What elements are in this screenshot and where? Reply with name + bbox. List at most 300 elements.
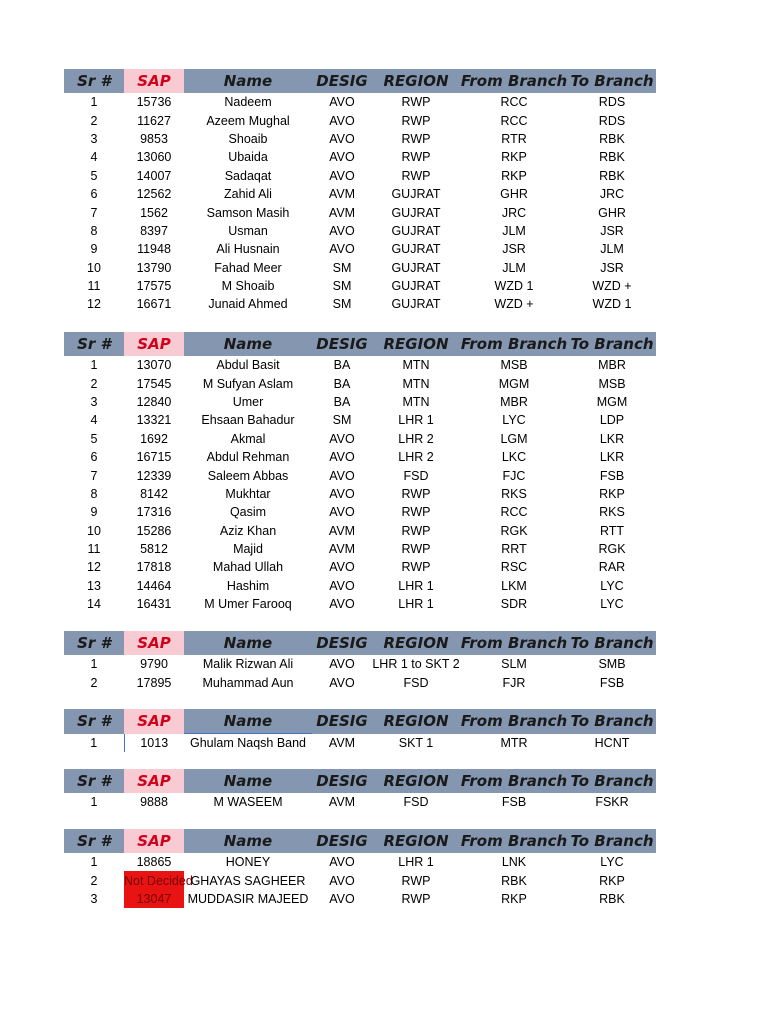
table-row <box>64 466 656 484</box>
cell-region: LHR 1 <box>398 578 434 593</box>
cell-name: Mahad Ullah <box>212 560 284 575</box>
cell-region: RWP <box>401 505 431 520</box>
cell-from: RCC <box>500 95 528 110</box>
cell-name: Abdul Rehman <box>206 450 290 465</box>
cell-sr: 11 <box>87 279 101 294</box>
cell-region: LHR 1 to SKT 2 <box>372 657 460 672</box>
column-header-region: REGION <box>372 631 460 655</box>
cell-from: RTR <box>501 131 527 146</box>
cell-sr: 1 <box>90 735 98 750</box>
cell-sap: 14464 <box>136 578 172 593</box>
cell-name: Shoaib <box>228 131 268 146</box>
cell-desig: AVM <box>328 205 356 220</box>
table-row <box>64 393 656 411</box>
cell-to: RDS <box>598 113 626 128</box>
cell-sap: 16671 <box>136 297 172 312</box>
cell-name: Ehsaan Bahadur <box>201 413 295 428</box>
cell-sap: 1692 <box>140 431 168 446</box>
cell-desig: AVO <box>329 578 355 593</box>
cell-from: LNK <box>501 855 527 870</box>
cell-sr: 2 <box>90 675 98 690</box>
cell-sr: 3 <box>90 131 98 146</box>
column-header-name: Name <box>184 69 312 93</box>
cell-to: RAR <box>598 560 626 575</box>
cell-desig: AVO <box>329 873 355 888</box>
table-row <box>64 595 656 613</box>
cell-desig: AVM <box>328 542 356 557</box>
cell-name: MUDDASIR MAJEED <box>187 891 309 906</box>
cell-to: LYC <box>600 597 624 612</box>
cell-region: LHR 2 <box>398 431 434 446</box>
table-row <box>64 673 656 691</box>
cell-to: LYC <box>600 855 624 870</box>
cell-from: MSB <box>500 358 528 373</box>
cell-name: Muhammad Aun <box>202 675 294 690</box>
cell-from: JLM <box>502 260 526 275</box>
column-header-to: To Branch <box>568 709 656 734</box>
cell-region: FSD <box>403 675 429 690</box>
cell-region: RWP <box>401 168 431 183</box>
cell-sr: 3 <box>90 891 98 906</box>
cell-name: Ali Husnain <box>216 242 280 257</box>
cell-from: MTR <box>500 735 528 750</box>
cell-sr: 9 <box>90 242 98 257</box>
cell-sap: 13047 <box>124 890 184 908</box>
table-row <box>64 430 656 448</box>
cell-from: JSR <box>502 242 526 257</box>
cell-sr: 1 <box>90 657 98 672</box>
cell-sap: Not Decided <box>124 871 184 889</box>
cell-to: FSB <box>599 468 625 483</box>
table-row <box>64 503 656 521</box>
cell-to: GHR <box>598 205 626 220</box>
cell-sap: 17545 <box>136 376 172 391</box>
cell-name: Samson Masih <box>206 205 290 220</box>
cell-to: FSB <box>599 675 625 690</box>
cell-from: WZD 1 <box>494 279 534 294</box>
table-row <box>64 148 656 166</box>
cell-sr: 2 <box>90 113 98 128</box>
cell-sr: 10 <box>87 260 101 275</box>
table-row <box>64 890 656 908</box>
column-header-region: REGION <box>372 769 460 793</box>
cell-desig: AVO <box>329 855 355 870</box>
cell-to: WZD + <box>592 279 632 294</box>
cell-desig: BA <box>333 358 351 373</box>
cell-desig: BA <box>333 394 351 409</box>
cell-sap: 17575 <box>136 279 172 294</box>
cell-region: MTN <box>402 394 430 409</box>
column-header-desig: DESIG <box>312 769 372 793</box>
cell-region: MTN <box>402 376 430 391</box>
cell-to: MBR <box>598 358 626 373</box>
cell-desig: BA <box>333 376 351 391</box>
column-header-desig: DESIG <box>312 631 372 655</box>
cell-desig: AVO <box>329 468 355 483</box>
transfer-table <box>64 631 656 692</box>
table-row <box>64 295 656 313</box>
cell-from: GHR <box>500 187 528 202</box>
column-header-sr: Sr # <box>64 829 124 853</box>
cell-sap: 13790 <box>136 260 172 275</box>
cell-desig: AVO <box>329 168 355 183</box>
cell-name: Azeem Mughal <box>206 113 290 128</box>
cell-sap: 13060 <box>136 150 172 165</box>
cell-to: MSB <box>598 376 626 391</box>
cell-sr: 4 <box>90 413 98 428</box>
cell-desig: AVO <box>329 131 355 146</box>
cell-region: LHR 2 <box>398 450 434 465</box>
cell-name: Abdul Basit <box>216 358 280 373</box>
cell-sr: 1 <box>90 795 98 810</box>
table-row <box>64 240 656 258</box>
cell-from: JRC <box>501 205 527 220</box>
cell-from: WZD + <box>494 297 534 312</box>
table-row <box>64 222 656 240</box>
cell-sap: 9790 <box>140 657 168 672</box>
cell-desig: AVM <box>328 795 356 810</box>
cell-from: RRT <box>501 542 527 557</box>
cell-to: LKR <box>599 450 625 465</box>
cell-to: RKP <box>599 873 625 888</box>
cell-region: SKT 1 <box>398 735 434 750</box>
cell-sap: 17316 <box>136 505 172 520</box>
cell-desig: AVO <box>329 113 355 128</box>
column-header-name: Name <box>184 631 312 655</box>
cell-from: RGK <box>500 523 528 538</box>
cell-desig: AVM <box>328 523 356 538</box>
cell-sr: 6 <box>90 450 98 465</box>
cell-from: LKC <box>501 450 527 465</box>
cell-name: Umer <box>232 394 264 409</box>
cell-sap: 8397 <box>140 223 168 238</box>
cell-name: Akmal <box>230 431 266 446</box>
cell-region: GUJRAT <box>391 223 441 238</box>
column-header-desig: DESIG <box>312 69 372 93</box>
cell-from: FJC <box>502 468 526 483</box>
cell-sr: 12 <box>87 297 101 312</box>
cell-sap: 13070 <box>136 358 172 373</box>
cell-to: RBK <box>599 150 625 165</box>
cell-desig: AVO <box>329 150 355 165</box>
table-row <box>64 203 656 221</box>
cell-region: MTN <box>402 358 430 373</box>
cell-region: FSD <box>403 468 429 483</box>
column-header-region: REGION <box>372 69 460 93</box>
cell-sap: 18865 <box>136 855 172 870</box>
cell-sr: 14 <box>87 597 101 612</box>
cell-sr: 7 <box>90 468 98 483</box>
cell-from: RKP <box>501 150 527 165</box>
cell-from: SDR <box>500 597 528 612</box>
table-row <box>64 356 656 374</box>
cell-desig: AVO <box>329 431 355 446</box>
cell-to: JRC <box>599 187 625 202</box>
cell-region: GUJRAT <box>391 242 441 257</box>
cell-region: RWP <box>401 486 431 501</box>
cell-sr: 5 <box>90 168 98 183</box>
column-header-from: From Branch <box>460 631 568 655</box>
cell-name: HONEY <box>225 855 271 870</box>
column-header-from: From Branch <box>460 829 568 853</box>
transfer-table <box>64 769 656 811</box>
cell-name: GHAYAS SAGHEER <box>190 873 306 888</box>
cell-desig: AVO <box>329 505 355 520</box>
transfer-table <box>64 829 656 908</box>
cell-name: M Sufyan Aslam <box>202 376 294 391</box>
header-row <box>64 69 656 93</box>
column-header-region: REGION <box>372 829 460 853</box>
cell-sap: 9853 <box>140 131 168 146</box>
table-row <box>64 577 656 595</box>
column-header-sap: SAP <box>124 709 184 734</box>
cell-sr: 12 <box>87 560 101 575</box>
cell-sap: 14007 <box>136 168 172 183</box>
cell-desig: AVO <box>329 560 355 575</box>
header-row <box>64 769 656 793</box>
cell-desig: SM <box>332 413 352 428</box>
cell-desig: AVO <box>329 242 355 257</box>
cell-desig: AVM <box>328 735 356 750</box>
cell-sr: 8 <box>90 223 98 238</box>
cell-sr: 8 <box>90 486 98 501</box>
cell-from: LGM <box>500 431 528 446</box>
cell-region: RWP <box>401 150 431 165</box>
cell-to: RDS <box>598 95 626 110</box>
header-row <box>64 631 656 655</box>
column-header-name: Name <box>184 769 312 793</box>
cell-desig: AVO <box>329 657 355 672</box>
cell-name: Mukhtar <box>225 486 271 501</box>
table-row <box>64 853 656 871</box>
cell-name: M Shoaib <box>221 279 275 294</box>
cell-from: RKS <box>501 486 527 501</box>
cell-name: M WASEEM <box>213 795 283 810</box>
cell-sap: 16715 <box>136 450 172 465</box>
cell-desig: AVO <box>329 486 355 501</box>
cell-name: Nadeem <box>224 95 272 110</box>
table-row <box>64 277 656 295</box>
column-header-sr: Sr # <box>64 332 124 356</box>
header-row <box>64 709 656 734</box>
cell-sr: 13 <box>87 578 101 593</box>
cell-to: MGM <box>596 394 628 409</box>
cell-to: LKR <box>599 431 625 446</box>
column-header-to: To Branch <box>568 69 656 93</box>
cell-region: RWP <box>401 523 431 538</box>
cell-to: RBK <box>599 891 625 906</box>
cell-sr: 3 <box>90 394 98 409</box>
table-row <box>64 734 656 753</box>
cell-region: GUJRAT <box>391 279 441 294</box>
cell-region: RWP <box>401 873 431 888</box>
cell-sap: 8142 <box>140 486 168 501</box>
cell-from: RCC <box>500 505 528 520</box>
cell-to: RBK <box>599 131 625 146</box>
cell-name: Ghulam Naqsh Band <box>189 736 307 751</box>
cell-sap: 13321 <box>136 413 172 428</box>
table-row <box>64 522 656 540</box>
cell-name: Ubaida <box>228 150 268 165</box>
table-row <box>64 167 656 185</box>
column-header-sr: Sr # <box>64 69 124 93</box>
table-row <box>64 111 656 129</box>
table-row <box>64 374 656 392</box>
table-row <box>64 130 656 148</box>
cell-sap: 1562 <box>140 205 168 220</box>
cell-from: SLM <box>501 657 527 672</box>
cell-sap: 16431 <box>136 597 172 612</box>
cell-from: MGM <box>498 376 530 391</box>
column-header-region: REGION <box>372 709 460 734</box>
cell-desig: SM <box>332 260 352 275</box>
cell-sap: 11948 <box>137 242 171 257</box>
column-header-sap: SAP <box>124 332 184 356</box>
cell-sap: 12339 <box>136 468 172 483</box>
cell-name: Malik Rizwan Ali <box>202 657 294 672</box>
column-header-sap: SAP <box>124 769 184 793</box>
header-row <box>64 332 656 356</box>
cell-name: M Umer Farooq <box>204 597 292 612</box>
cell-name: Junaid Ahmed <box>208 297 288 312</box>
column-header-name: Name <box>184 709 312 734</box>
cell-to: RKS <box>599 505 625 520</box>
cell-desig: AVO <box>329 223 355 238</box>
cell-name: Hashim <box>226 578 270 593</box>
cell-name: Usman <box>228 223 268 238</box>
transfer-table <box>64 332 656 613</box>
column-header-sap: SAP <box>124 829 184 853</box>
column-header-region: REGION <box>372 332 460 356</box>
cell-from: RKP <box>501 168 527 183</box>
transfer-table <box>64 709 656 752</box>
cell-from: FJR <box>502 675 526 690</box>
table-row <box>64 485 656 503</box>
table-row <box>64 411 656 429</box>
cell-region: LHR 1 <box>398 855 434 870</box>
table-row <box>64 185 656 203</box>
cell-region: LHR 1 <box>398 597 434 612</box>
table-row <box>64 871 656 889</box>
cell-region: LHR 1 <box>398 413 434 428</box>
cell-sap: 12840 <box>136 394 172 409</box>
column-header-to: To Branch <box>568 332 656 356</box>
cell-sap: 11627 <box>137 113 171 128</box>
cell-region: RWP <box>401 542 431 557</box>
cell-to: RGK <box>598 542 626 557</box>
table-row <box>64 655 656 673</box>
cell-from: RSC <box>500 560 528 575</box>
table-row <box>64 540 656 558</box>
cell-sr: 1 <box>90 95 98 110</box>
cell-from: MBR <box>500 394 528 409</box>
cell-sr: 1 <box>90 855 98 870</box>
cell-name: Saleem Abbas <box>207 468 289 483</box>
cell-region: FSD <box>403 795 429 810</box>
column-header-to: To Branch <box>568 829 656 853</box>
cell-region: RWP <box>401 95 431 110</box>
cell-desig: AVM <box>328 187 356 202</box>
column-header-from: From Branch <box>460 709 568 734</box>
cell-sr: 11 <box>87 542 101 557</box>
column-header-sr: Sr # <box>64 769 124 793</box>
table-row <box>64 793 656 811</box>
cell-to: SMB <box>598 657 626 672</box>
cell-sr: 1 <box>90 358 98 373</box>
cell-region: RWP <box>401 131 431 146</box>
cell-to: RKP <box>599 486 625 501</box>
header-row <box>64 829 656 853</box>
cell-sap: 5812 <box>140 542 168 557</box>
table-row <box>64 448 656 466</box>
cell-sr: 2 <box>90 873 98 888</box>
cell-sap: 9888 <box>140 795 168 810</box>
cell-sap: 15736 <box>136 95 172 110</box>
column-header-name: Name <box>184 332 312 356</box>
cell-name: Zahid Ali <box>224 187 272 202</box>
column-header-sap: SAP <box>124 631 184 655</box>
cell-sr: 7 <box>90 205 98 220</box>
cell-region: GUJRAT <box>391 187 441 202</box>
cell-to: RBK <box>599 168 625 183</box>
cell-to: HCNT <box>594 735 630 750</box>
cell-sr: 6 <box>90 187 98 202</box>
cell-sr: 5 <box>90 431 98 446</box>
cell-name: Fahad Meer <box>214 260 282 275</box>
column-header-desig: DESIG <box>312 332 372 356</box>
cell-sap: 17895 <box>136 675 172 690</box>
cell-sap: 1013 <box>124 734 184 753</box>
cell-to: LYC <box>600 578 624 593</box>
column-header-to: To Branch <box>568 769 656 793</box>
column-header-desig: DESIG <box>312 829 372 853</box>
cell-region: GUJRAT <box>391 260 441 275</box>
transfer-table <box>64 69 656 314</box>
column-header-from: From Branch <box>460 69 568 93</box>
cell-to: WZD 1 <box>592 297 632 312</box>
column-header-name: Name <box>184 829 312 853</box>
column-header-from: From Branch <box>460 332 568 356</box>
cell-sap: 17818 <box>136 560 172 575</box>
cell-region: GUJRAT <box>391 205 441 220</box>
cell-from: RCC <box>500 113 528 128</box>
column-header-sap: SAP <box>124 69 184 93</box>
cell-to: JSR <box>600 260 624 275</box>
cell-desig: SM <box>332 297 352 312</box>
cell-name: Aziz Khan <box>219 523 277 538</box>
cell-region: RWP <box>401 113 431 128</box>
cell-sr: 10 <box>87 523 101 538</box>
cell-from: RKP <box>501 891 527 906</box>
cell-desig: AVO <box>329 891 355 906</box>
table-row <box>64 93 656 111</box>
cell-from: RBK <box>501 873 527 888</box>
cell-from: JLM <box>502 223 526 238</box>
cell-to: LDP <box>599 413 625 428</box>
cell-to: RTT <box>599 523 625 538</box>
cell-desig: AVO <box>329 675 355 690</box>
cell-to: JSR <box>600 223 624 238</box>
column-header-desig: DESIG <box>312 709 372 734</box>
cell-to: JLM <box>600 242 624 257</box>
cell-name: Sadaqat <box>224 168 272 183</box>
column-header-to: To Branch <box>568 631 656 655</box>
cell-region: RWP <box>401 891 431 906</box>
cell-desig: AVO <box>329 597 355 612</box>
cell-desig: SM <box>332 279 352 294</box>
cell-sr: 9 <box>90 505 98 520</box>
table-row <box>64 259 656 277</box>
